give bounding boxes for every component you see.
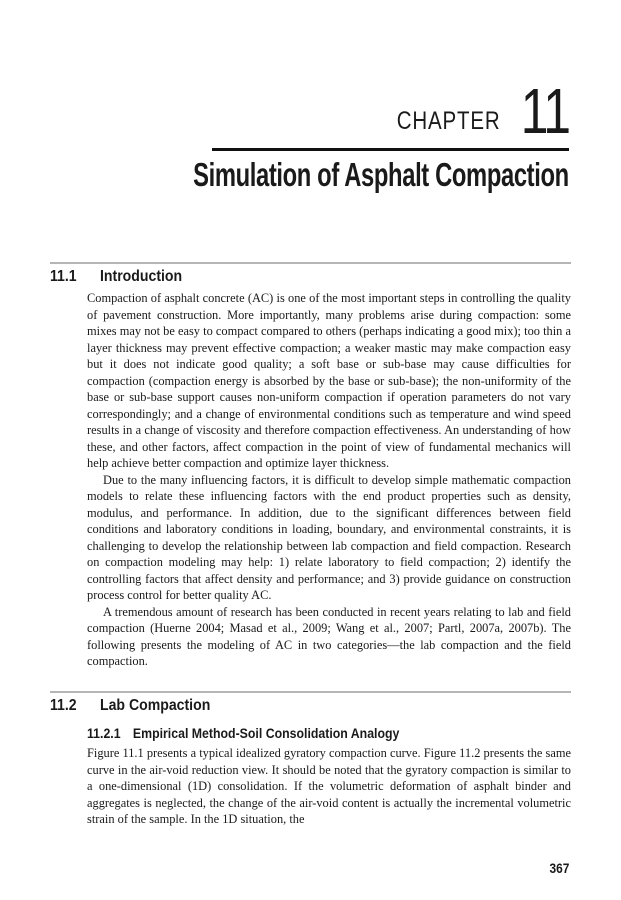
section-rule xyxy=(50,262,571,264)
lab-compaction-body xyxy=(87,745,571,828)
subsection-number: 11.2.1 xyxy=(87,725,121,741)
chapter-number: 11 xyxy=(520,75,569,147)
chapter-title: Simulation of Asphalt Compaction xyxy=(193,156,569,193)
section-number: 11.1 xyxy=(50,268,77,285)
subsection-title: Empirical Method-Soil Consolidation Analogy xyxy=(132,725,400,741)
section-number: 11.2 xyxy=(50,697,77,714)
section-rule xyxy=(50,691,571,693)
paragraph: Compaction of asphalt concrete (AC) is one of the most important steps in controlling the quality of pavement construction. More importantly, many problems arise during compaction: some mixes may not be easy to compact compared to others (perhaps indicating a good mix); too thin a layer thickness may prevent effective compaction; a weaker mastic may make compaction easy but it does not indicate good quality; a soft base or sub-base may cause difficulties for compaction (compaction energy is absorbed by the base or sub-base); the non-uniformity of the base or sub-base support causes non-uniform compaction if operation parameters do not vary correspondingly; and a change of environmental conditions such as temperature and wind speed results in a change of viscosity and therefore compaction effectiveness. An understanding of how these, and other factors, affect compaction in the point of view of fundamental mechanics will help achieve better compaction and optimize layer thickness. xyxy=(87,291,571,470)
paragraph: Figure 11.1 presents a typical idealized gyratory compaction curve. Figure 11.2 presents the same curve in the air-void reduction view. It should be noted that the gyratory compaction is similar to a one-dimensional (1D) consolidation. If the volumetric deformation of asphalt binder and aggregates is neglected, the change of the air-void content is actually the incremental volumetric strain of the sample. In the 1D situation, the xyxy=(87,746,571,826)
section-heading-introduction xyxy=(50,268,194,286)
page-number: 367 xyxy=(549,860,569,876)
chapter-label: CHAPTER xyxy=(396,107,501,136)
chapter-heading xyxy=(374,75,569,147)
section-title: Introduction xyxy=(100,268,183,285)
chapter-rule xyxy=(212,148,569,151)
section-heading-lab-compaction xyxy=(50,697,226,715)
paragraph: Due to the many influencing factors, it is difficult to develop simple mathematic compaction models to relate these influencing factors with the end product properties such as density, modulus, and performance. In addition, due to the significant differences between field conditions and laboratory conditions in loading, boundary, and environmental constraints, it is challenging to develop the relationship between lab compaction and field compaction. Research on compaction modeling may help: 1) relate laboratory to field compaction; 2) identify the controlling factors that affect density and performance; and 3) provide guidance on construction process control for better quality AC. xyxy=(87,472,571,602)
subsection-heading xyxy=(87,725,399,741)
introduction-body xyxy=(87,290,571,670)
section-title: Lab Compaction xyxy=(100,697,211,714)
paragraph: A tremendous amount of research has been conducted in recent years relating to lab and field compaction (Huerne 2004; Masad et al., 2009; Wang et al., 2007; Partl, 2007a, 2007b). The following presents the modeling of AC in two categories—the lab compaction and the field compaction. xyxy=(87,604,571,668)
